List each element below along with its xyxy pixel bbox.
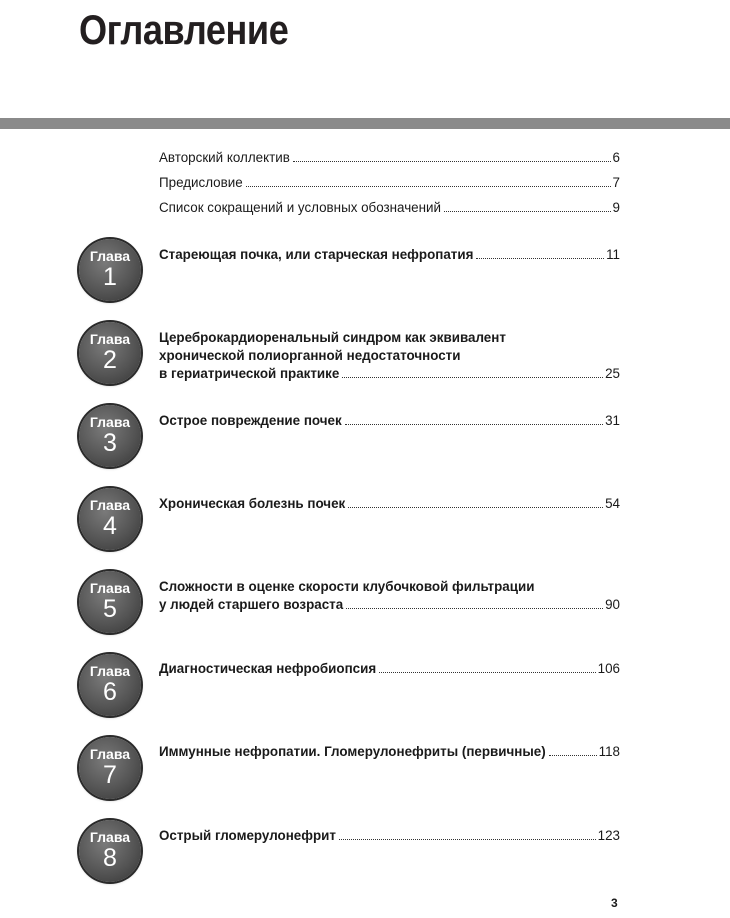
chapter-label: Глава [89,663,131,679]
page-title: Оглавление [79,6,289,53]
chapter-page: 118 [598,744,620,759]
chapter-label: Глава [89,331,131,347]
entry-title: Список сокращений и условных обозначений [159,200,441,215]
chapter-title: Острое повреждение почек [159,413,342,428]
chapter-title: Диагностическая нефробиопсия [159,661,377,676]
entry-page: 9 [612,200,620,215]
toc-chapter-5[interactable] [159,578,620,614]
chapter-number: 3 [103,429,117,457]
chapter-title: в гериатрической практике [159,366,340,381]
leader-dots [339,839,596,840]
chapter-number: 2 [103,346,117,374]
chapter-title: Цереброкардиоренальный синдром как эквивалент [159,330,506,345]
chapter-number: 8 [103,844,117,872]
chapter-number: 4 [103,512,117,540]
leader-dots [346,608,603,609]
toc-chapter-3[interactable] [159,412,620,430]
leader-dots [246,186,611,187]
toc-chapter-8[interactable] [159,827,620,845]
chapter-label: Глава [89,829,131,845]
chapter-number: 7 [103,761,117,789]
chapter-page: 54 [605,496,620,511]
leader-dots [476,258,604,259]
chapter-number: 6 [103,678,117,706]
chapter-label: Глава [89,248,131,264]
page-number: 3 [611,896,618,910]
toc-chapter-7[interactable] [159,743,620,761]
chapter-page: 25 [605,366,620,381]
chapter-badge-5 [79,571,141,633]
toc-chapter-2[interactable] [159,329,620,383]
chapter-title: у людей старшего возраста [159,597,344,612]
toc-chapter-1[interactable] [159,246,620,264]
chapter-label: Глава [89,497,131,513]
entry-page: 7 [612,175,620,190]
chapter-badge-1 [79,239,141,301]
chapter-title: Хроническая болезнь почек [159,496,346,511]
chapter-title: хронической полиорганной недостаточности [159,348,461,363]
leader-dots [345,424,603,425]
chapter-badge-6 [79,654,141,716]
chapter-badge-2 [79,322,141,384]
entry-page: 6 [612,150,620,165]
chapter-number: 5 [103,595,117,623]
chapter-label: Глава [89,580,131,596]
leader-dots [549,755,597,756]
chapter-badge-4 [79,488,141,550]
toc-entry[interactable] [159,175,620,193]
leader-dots [348,507,603,508]
chapter-badge-7 [79,737,141,799]
chapter-number: 1 [103,263,117,291]
chapter-page: 106 [597,661,620,676]
toc-entry[interactable] [159,150,620,168]
leader-dots [379,672,595,673]
chapter-title: Сложности в оценке скорости клубочковой фильтрации [159,579,535,594]
leader-dots [444,211,611,212]
entry-title: Предисловие [159,175,243,190]
chapter-label: Глава [89,414,131,430]
toc-entry[interactable] [159,200,620,218]
chapter-title: Острый гломерулонефрит [159,828,336,843]
chapter-page: 31 [605,413,620,428]
leader-dots [293,161,611,162]
chapter-badge-3 [79,405,141,467]
toc-chapter-4[interactable] [159,495,620,513]
chapter-title: Стареющая почка, или старческая нефропатия [159,247,474,262]
leader-dots [342,377,603,378]
toc-chapter-6[interactable] [159,660,620,678]
entry-title: Авторский коллектив [159,150,290,165]
chapter-page: 123 [597,828,620,843]
chapter-page: 11 [606,247,620,262]
header-rule [0,118,730,129]
chapter-badge-8 [79,820,141,882]
chapter-page: 90 [605,597,620,612]
chapter-label: Глава [89,746,131,762]
chapter-title: Иммунные нефропатии. Гломерулонефриты (первичные) [159,744,546,759]
